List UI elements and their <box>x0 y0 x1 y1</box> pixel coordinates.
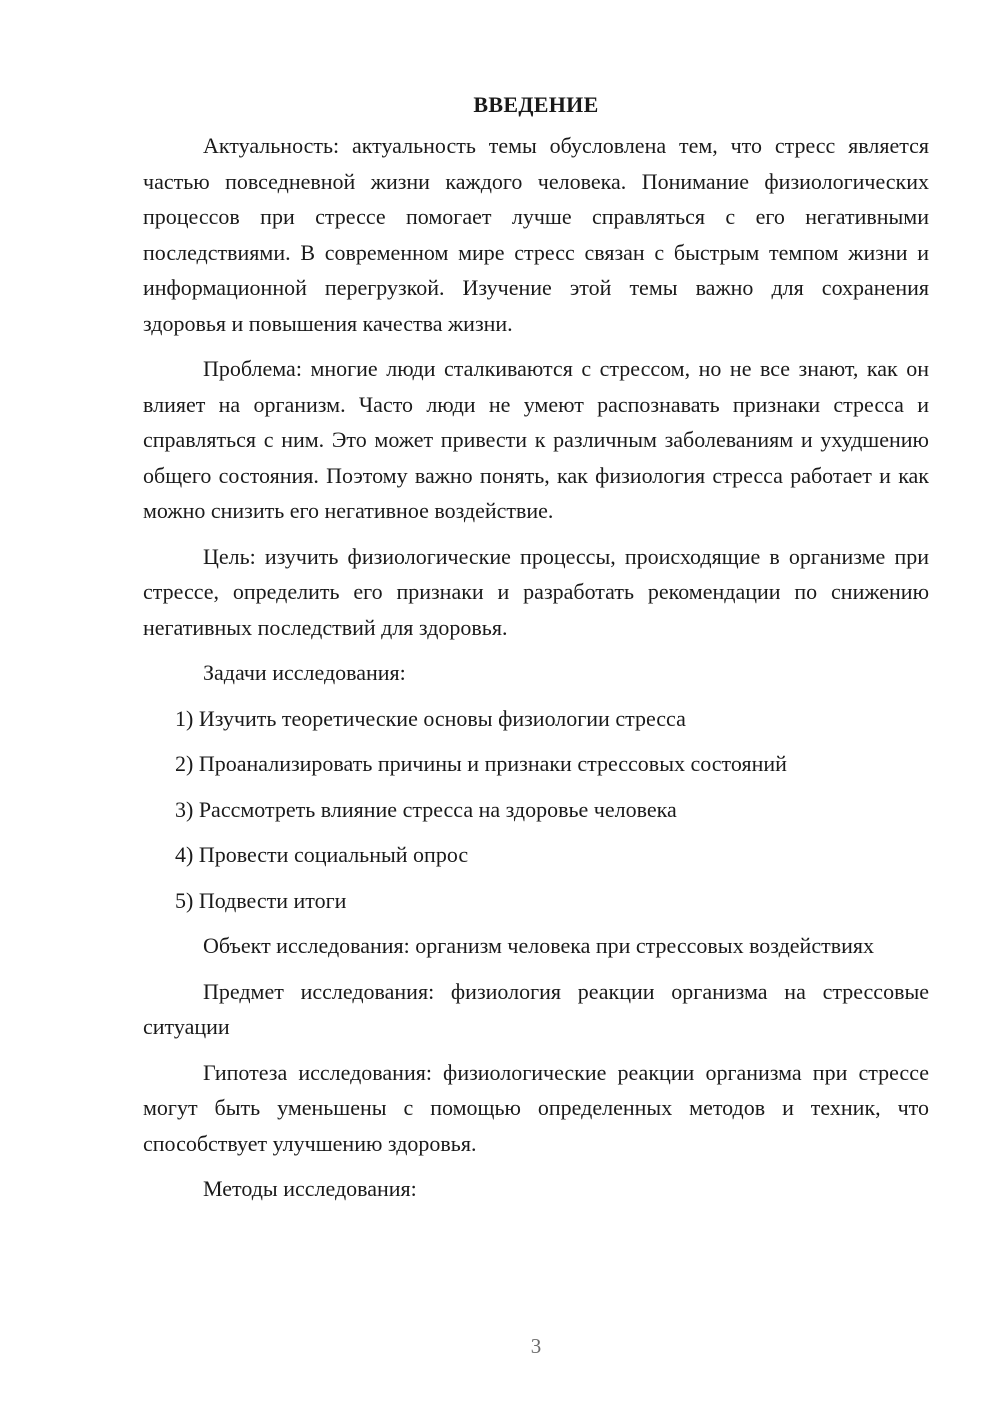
page-content <box>143 92 929 1217</box>
task-item-4: 4) Провести социальный опрос <box>175 842 469 867</box>
relevance-paragraph: Актуальность: актуальность темы обусловлена тем, что стресс является частью повседневной жизни каждого человека. Понимание физиологических процессов при стрессе помогает лучше справляться с его негативными последствиями. В современном мире стресс связан с быстрым темпом жизни и информационной перегрузкой. Изучение этой темы важно для сохранения здоровья и повышения качества жизни. <box>143 133 929 336</box>
tasks-label: Задачи исследования: <box>203 660 406 685</box>
task-item-1: 1) Изучить теоретические основы физиологии стресса <box>175 705 686 731</box>
problem-paragraph: Проблема: многие люди сталкиваются с стрессом, но не все знают, как он влияет на организм. Часто люди не умеют распознавать признаки стресса и справляться с ним. Это может привести к различным заболеваниям и ухудшению общего состояния. Поэтому важно понять, как физиология стресса работает и как можно снизить его негативное воздействие. <box>143 356 929 523</box>
hypothesis-paragraph: Гипотеза исследования: физиологические реакции организма при стрессе могут быть уменьшены с помощью определенных методов и техник, что способствует улучшению здоровья. <box>143 1059 929 1156</box>
object-paragraph: Объект исследования: организм человека при стрессовых воздействиях <box>203 933 874 958</box>
goal-paragraph: Цель: изучить физиологические процессы, происходящие в организме при стрессе, определить его признаки и разработать рекомендации по снижению негативных последствий для здоровья. <box>143 543 929 640</box>
page-title: ВВЕДЕНИЕ <box>473 92 599 117</box>
methods-label: Методы исследования: <box>203 1176 417 1201</box>
task-item-5: 5) Подвести итоги <box>175 887 347 913</box>
task-item-2: 2) Проанализировать причины и признаки стрессовых состояний <box>175 751 787 776</box>
tasks-list <box>143 701 929 919</box>
page-number: 3 <box>530 1334 542 1358</box>
subject-paragraph: Предмет исследования: физиология реакции организма на стрессовые ситуации <box>143 978 929 1039</box>
task-item-3: 3) Рассмотреть влияние стресса на здоровье человека <box>175 796 677 822</box>
